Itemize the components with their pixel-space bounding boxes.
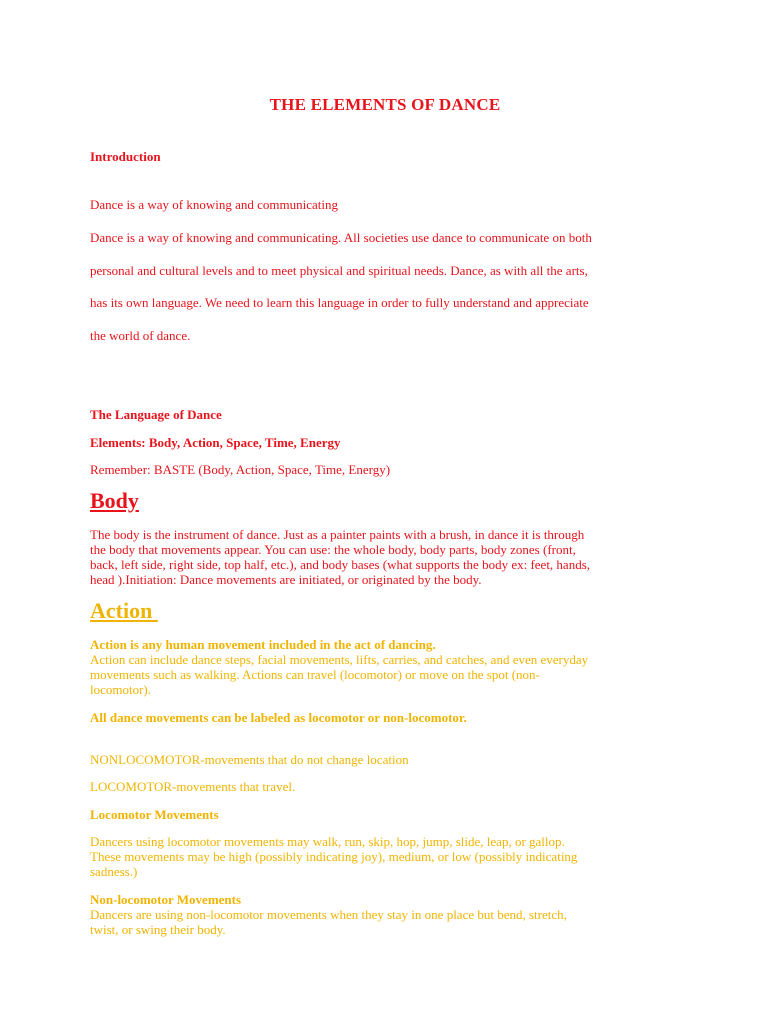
elements-list: Elements: Body, Action, Space, Time, Energy — [90, 435, 341, 450]
action-line: Action can include dance steps, facial movements, lifts, carries, and catches, and even everyday — [90, 652, 589, 667]
body-line: back, left side, right side, top half, etc.), and body bases (what supports the body ex: feet, hands, — [90, 557, 591, 572]
introduction-line: has its own language. We need to learn this language in order to fully understand and appreciate — [90, 295, 589, 311]
nonlocomotor-heading: Non-locomotor Movements — [90, 892, 242, 907]
locomotor-line: sadness.) — [90, 864, 138, 879]
labeled-statement: All dance movements can be labeled as locomotor or non-locomotor. — [90, 710, 467, 725]
introduction-lead: Dance is a way of knowing and communicating — [90, 197, 339, 212]
introduction-line: personal and cultural levels and to meet physical and spiritual needs. Dance, as with all the arts, — [90, 262, 588, 278]
document-title: THE ELEMENTS OF DANCE — [269, 95, 501, 114]
introduction-heading: Introduction — [90, 149, 161, 164]
action-definition: Action is any human movement included in the act of dancing. — [90, 637, 436, 652]
nonlocomotor-line: Dancers are using non-locomotor movements when they stay in one place but bend, stretch, — [90, 907, 567, 922]
action-line: locomotor). — [90, 682, 152, 697]
action-heading: Action — [90, 598, 158, 623]
body-line: the body that movements appear. You can use: the whole body, body parts, body zones (front, — [90, 542, 576, 557]
action-paragraph — [90, 637, 680, 697]
body-paragraph — [90, 527, 680, 587]
locomotor-definition: LOCOMOTOR-movements that travel. — [90, 779, 296, 794]
body-heading: Body — [90, 488, 139, 513]
body-line: The body is the instrument of dance. Just as a painter paints with a brush, in dance it is through — [90, 527, 585, 542]
introduction-line: the world of dance. — [90, 328, 191, 344]
locomotor-line: Dancers using locomotor movements may walk, run, skip, hop, jump, slide, leap, or gallop. — [90, 834, 565, 849]
nonlocomotor-line: twist, or swing their body. — [90, 922, 226, 937]
nonlocomotor-definition: NONLOCOMOTOR-movements that do not change location — [90, 752, 409, 767]
nonlocomotor-paragraph — [90, 892, 680, 937]
locomotor-paragraph — [90, 834, 680, 879]
language-heading: The Language of Dance — [90, 407, 222, 422]
baste-reminder: Remember: BASTE (Body, Action, Space, Time, Energy) — [90, 462, 391, 477]
action-line: movements such as walking. Actions can travel (locomotor) or move on the spot (non- — [90, 667, 540, 682]
introduction-paragraph — [90, 222, 690, 353]
locomotor-heading: Locomotor Movements — [90, 807, 219, 822]
introduction-line: Dance is a way of knowing and communicating. All societies use dance to communicate on both — [90, 230, 592, 245]
locomotor-line: These movements may be high (possibly indicating joy), medium, or low (possibly indicating — [90, 849, 578, 864]
body-line: head ).Initiation: Dance movements are initiated, or originated by the body. — [90, 572, 482, 587]
